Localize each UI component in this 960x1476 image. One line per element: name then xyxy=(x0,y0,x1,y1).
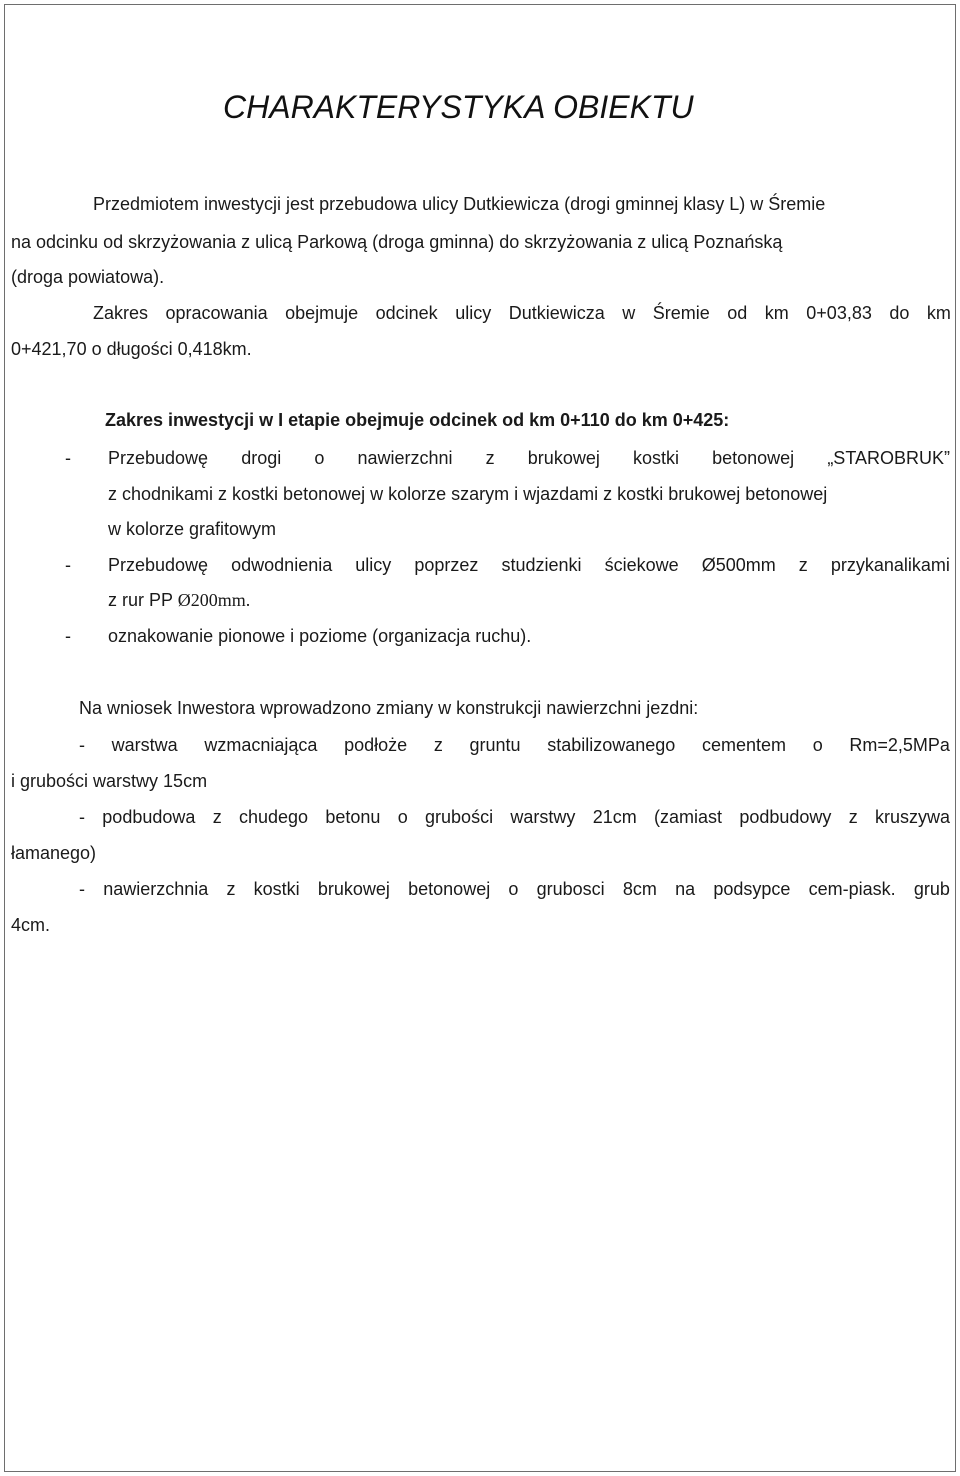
word: km xyxy=(764,303,789,323)
list-dash: - xyxy=(65,626,71,646)
word: „STAROBRUK” xyxy=(827,448,950,468)
word: - xyxy=(79,735,85,755)
intro-line-5: 0+421,70 o długości 0,418km. xyxy=(11,339,252,359)
scope-item-2-line-1 xyxy=(108,556,950,574)
word: z xyxy=(433,735,443,755)
word: wzmacniająca xyxy=(204,735,318,755)
word: z xyxy=(848,807,858,827)
word: odcinek xyxy=(375,303,438,323)
word: Dutkiewicza xyxy=(508,303,605,323)
scope-item-2-diameter: Ø200mm. xyxy=(177,590,251,610)
word: Ø500mm xyxy=(701,555,776,575)
word: warstwa xyxy=(111,735,178,755)
intro-line-1: Przedmiotem inwestycji jest przebudowa ulicy Dutkiewicza (drogi gminnej klasy L) w Śremie xyxy=(93,194,826,214)
word: na xyxy=(675,879,696,899)
changes-intro: Na wniosek Inwestora wprowadzono zmiany w konstrukcji nawierzchni jezdni: xyxy=(79,698,699,718)
word: przykanalikami xyxy=(830,555,950,575)
word: studzienki xyxy=(501,555,582,575)
change-2-line-2: łamanego) xyxy=(11,843,97,863)
word: nawierzchnia xyxy=(103,879,209,899)
word: o xyxy=(508,879,519,899)
word: ulicy xyxy=(355,555,392,575)
word: (zamiast xyxy=(654,807,723,827)
word: kostki xyxy=(253,879,300,899)
word: ściekowe xyxy=(604,555,679,575)
word: cementem xyxy=(701,735,787,755)
scope-item-2-text: z rur PP xyxy=(108,590,178,610)
scope-heading: Zakres inwestycji w I etapie obejmuje odcinek od km 0+110 do km 0+425: xyxy=(105,410,730,430)
word: betonowej xyxy=(408,879,491,899)
word: Przebudowę xyxy=(108,448,209,468)
word: betonowej xyxy=(712,448,795,468)
word: podsypce xyxy=(713,879,791,899)
word: z xyxy=(226,879,236,899)
word: o xyxy=(314,448,325,468)
change-1-line-1 xyxy=(79,736,950,754)
change-2-line-1 xyxy=(79,808,950,826)
word: cem-piask. xyxy=(808,879,896,899)
word: grubości xyxy=(425,807,494,827)
word: podłoże xyxy=(344,735,408,755)
word: Rm=2,5MPa xyxy=(849,735,950,755)
change-3-line-1 xyxy=(79,880,950,898)
word: - xyxy=(79,879,85,899)
word: gruntu xyxy=(469,735,521,755)
intro-line-3: (droga powiatowa). xyxy=(11,267,165,287)
list-dash: - xyxy=(65,448,71,468)
word: brukowej xyxy=(527,448,600,468)
document-page xyxy=(4,4,956,1472)
scope-item-1-line-1 xyxy=(108,449,950,467)
intro-line-2: na odcinku od skrzyżowania z ulicą Parkową (droga gminna) do skrzyżowania z ulicą Poznańską xyxy=(11,232,783,252)
word: - xyxy=(79,807,85,827)
scope-item-1-line-2: z chodnikami z kostki betonowej w kolorze szarym i wjazdami z kostki brukowej betonowej xyxy=(108,484,828,504)
word: obejmuje xyxy=(285,303,359,323)
word: kruszywa xyxy=(874,807,950,827)
word: Przebudowę xyxy=(108,555,209,575)
word: od xyxy=(727,303,748,323)
word: drogi xyxy=(241,448,282,468)
word: ulicy xyxy=(455,303,492,323)
word: brukowej xyxy=(317,879,390,899)
word: odwodnienia xyxy=(231,555,333,575)
document-title: CHARAKTERYSTYKA OBIEKTU xyxy=(223,89,694,125)
word: 21cm xyxy=(592,807,637,827)
intro-line-4 xyxy=(93,304,951,322)
word: grubosci xyxy=(536,879,605,899)
change-1-line-2: i grubości warstwy 15cm xyxy=(11,771,208,791)
word: opracowania xyxy=(165,303,268,323)
word: betonu xyxy=(325,807,381,827)
word: podbudowa xyxy=(102,807,196,827)
scope-item-2-line-2 xyxy=(108,591,250,609)
word: warstwy xyxy=(510,807,576,827)
word: 0+03,83 xyxy=(806,303,872,323)
word: nawierzchni xyxy=(357,448,453,468)
word: stabilizowanego xyxy=(547,735,676,755)
word: kostki xyxy=(632,448,679,468)
change-3-line-2: 4cm. xyxy=(11,915,51,935)
word: o xyxy=(397,807,408,827)
list-dash: - xyxy=(65,555,71,575)
word: w xyxy=(622,303,636,323)
word: chudego xyxy=(238,807,309,827)
scope-item-3: oznakowanie pionowe i poziome (organizacja ruchu). xyxy=(108,626,532,646)
scope-item-1-line-3: w kolorze grafitowym xyxy=(108,519,277,539)
word: podbudowy xyxy=(739,807,832,827)
word: poprzez xyxy=(414,555,479,575)
word: o xyxy=(812,735,823,755)
word: z xyxy=(485,448,495,468)
word: 8cm xyxy=(622,879,657,899)
word: z xyxy=(798,555,808,575)
word: grub xyxy=(913,879,950,899)
word: Śremie xyxy=(652,303,710,323)
word: do xyxy=(889,303,910,323)
word: z xyxy=(212,807,222,827)
word: Zakres xyxy=(93,303,149,323)
word: km xyxy=(926,303,951,323)
